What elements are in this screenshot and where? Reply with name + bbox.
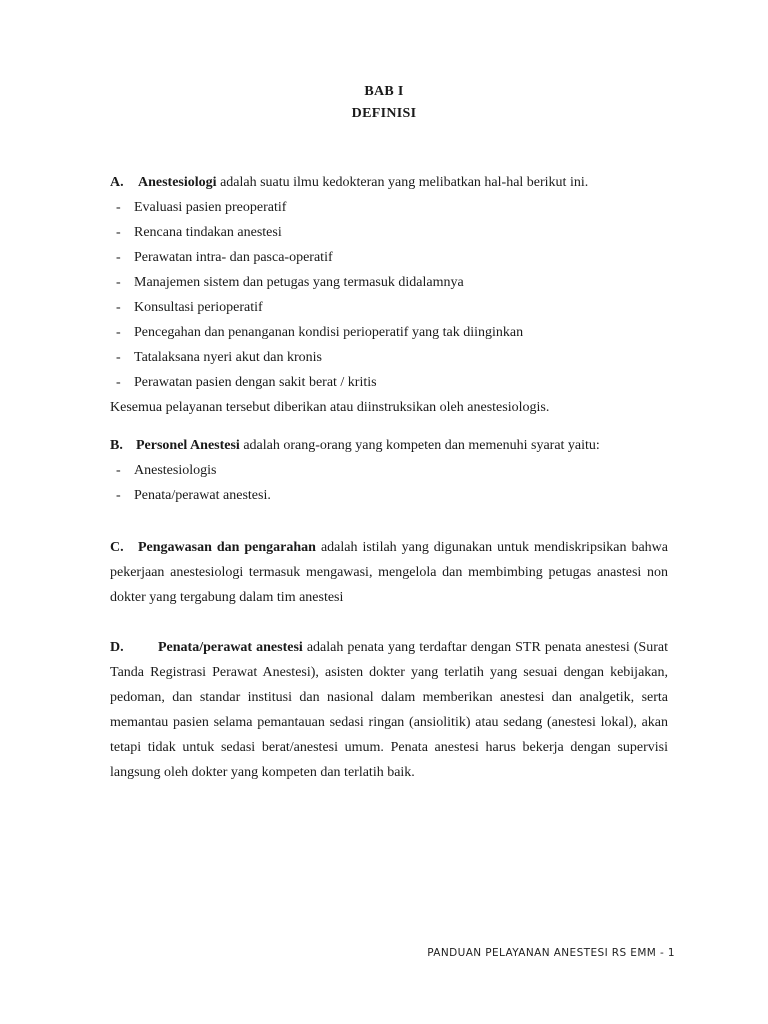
section-c-term: Pengawasan dan pengarahan — [138, 540, 316, 555]
section-a — [110, 170, 668, 420]
section-c-paragraph — [110, 535, 668, 610]
section-a-letter: A. — [110, 175, 124, 190]
section-d — [110, 635, 668, 785]
section-b-heading — [110, 433, 668, 458]
section-d-letter: D. — [110, 640, 124, 655]
section-c — [110, 535, 668, 610]
list-item: - Anestesiologis — [116, 463, 217, 478]
section-b-letter: B. — [110, 438, 123, 453]
list-item: - Konsultasi perioperatif — [116, 300, 263, 315]
list-item: - Rencana tindakan anestesi — [116, 225, 282, 240]
section-a-text: adalah suatu ilmu kedokteran yang melibatkan hal-hal berikut ini. — [216, 175, 589, 190]
list-item: - Perawatan intra- dan pasca-operatif — [116, 250, 333, 265]
list-item: - Pencegahan dan penanganan kondisi perioperatif yang tak diinginkan — [116, 325, 524, 340]
section-b-list — [110, 458, 668, 508]
list-item: - Penata/perawat anestesi. — [116, 488, 271, 503]
list-item: - Perawatan pasien dengan sakit berat / kritis — [116, 375, 377, 390]
page-footer: PANDUAN PELAYANAN ANESTESI RS EMM - 1 — [427, 947, 675, 959]
section-d-term: Penata/perawat anestesi — [158, 640, 303, 655]
section-c-letter: C. — [110, 540, 124, 555]
section-d-text: adalah penata yang terdaftar dengan STR penata anestesi (Surat Tanda Registrasi Perawat Anestesi), asisten dokter yang terlatih yang sesuai dengan kebijakan, pedoman, dan standar institusi dan nasional dalam memberikan anestesi dan analgetik, serta memantau pasien selama pemantauan sedasi ringan (ansiolitik) atau sedang (anestesi lokal), akan tetapi tidak untuk sedasi berat/anestesi umum. Penata anestesi harus bekerja dengan supervisi langsung oleh dokter yang kompeten dan terlatih baik. — [110, 640, 668, 780]
list-item: - Evaluasi pasien preoperatif — [116, 200, 287, 215]
section-b-text: adalah orang-orang yang kompeten dan memenuhi syarat yaitu: — [239, 438, 600, 453]
list-item: - Tatalaksana nyeri akut dan kronis — [116, 350, 322, 365]
section-d-paragraph — [110, 635, 668, 785]
section-a-list — [110, 195, 668, 395]
section-a-heading — [110, 170, 668, 195]
chapter-title: DEFINISI — [351, 106, 417, 121]
section-c-text: adalah istilah yang digunakan untuk mendiskripsikan bahwa pekerjaan anestesiologi termasuk mengawasi, mengelola dan membimbing petugas anastesi non dokter yang tergabung dalam tim anestesi — [110, 540, 668, 605]
list-item: - Manajemen sistem dan petugas yang termasuk didalamnya — [116, 275, 464, 290]
section-a-term: Anestesiologi — [138, 175, 217, 190]
section-b-term: Personel Anestesi — [136, 438, 240, 453]
section-a-closing: Kesemua pelayanan tersebut diberikan atau diinstruksikan oleh anestesiologis. — [110, 400, 550, 415]
chapter-number: BAB I — [364, 84, 404, 99]
section-b — [110, 433, 668, 508]
